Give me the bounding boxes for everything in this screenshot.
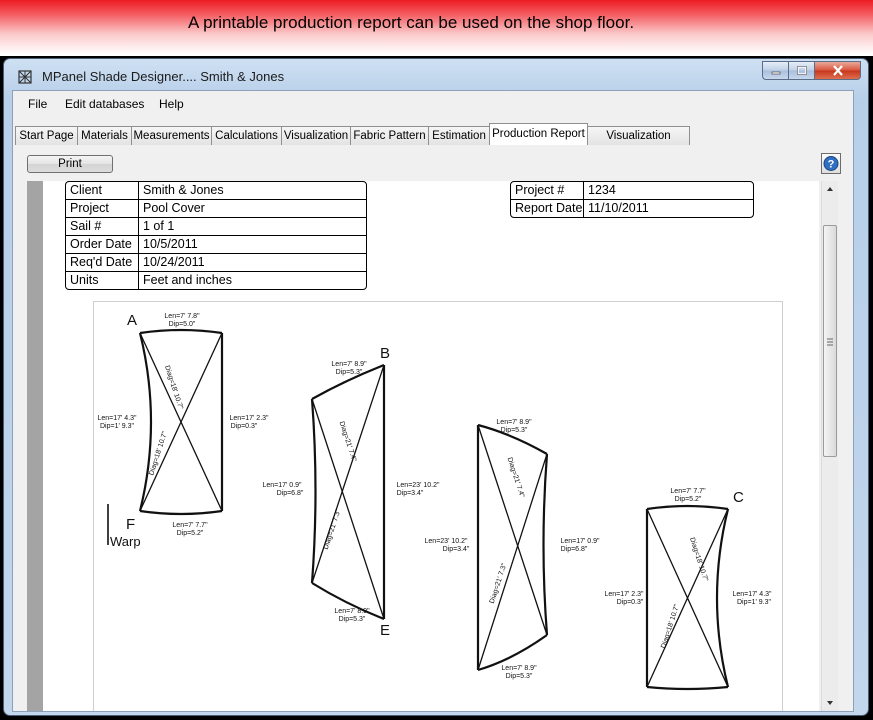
panel-2-outline xyxy=(312,365,384,619)
menu-bar xyxy=(13,91,853,117)
dim-label: Len=23' 10.2" xyxy=(396,482,440,489)
corner-labels xyxy=(126,312,744,639)
corner-label-e: E xyxy=(380,622,391,639)
dim-label: Len=7' 8.9" xyxy=(331,361,367,368)
table-row xyxy=(66,236,366,254)
menu-edit-databases[interactable]: Edit databases xyxy=(65,97,145,111)
dim-label: Diag=21' 7.3" xyxy=(488,562,509,605)
tab-materials[interactable]: Materials xyxy=(77,126,132,145)
panel-4-outline xyxy=(647,506,728,689)
client-info-table xyxy=(65,181,367,290)
scroll-thumb[interactable] xyxy=(823,225,837,457)
table-row xyxy=(66,182,366,200)
window-title: MPanel Shade Designer.... Smith & Jones xyxy=(42,69,285,84)
dim-label: Len=7' 8.9" xyxy=(496,419,532,426)
tab-fabric-pattern[interactable]: Fabric Pattern xyxy=(350,126,429,145)
corner-label-f: F xyxy=(126,516,136,533)
row-label: Req'd Date xyxy=(66,254,139,272)
dim-label: Len=7' 8.9" xyxy=(501,665,537,672)
dim-label: Len=7' 7.7" xyxy=(670,488,706,495)
dim-label: Dip=5.3" xyxy=(505,673,533,680)
dim-label: Diag=21' 7.4" xyxy=(337,420,358,463)
row-value: 1234 xyxy=(584,182,754,200)
tab-estimation[interactable]: Estimation xyxy=(428,126,490,145)
dim-label: Diag=21' 7.3" xyxy=(322,508,343,551)
print-button[interactable]: Print xyxy=(27,155,113,173)
row-value: 10/24/2011 xyxy=(139,254,367,272)
vertical-scrollbar[interactable] xyxy=(821,181,838,711)
panel-drawing xyxy=(93,301,783,711)
dim-label: Dip=3.4" xyxy=(442,546,470,553)
table-row xyxy=(66,254,366,272)
maximize-button[interactable] xyxy=(789,61,815,80)
row-value: Smith & Jones xyxy=(139,182,367,200)
row-label: Report Date xyxy=(511,200,584,218)
grip-icon xyxy=(824,226,836,456)
table-row xyxy=(66,272,366,290)
dim-label: Len=17' 4.3" xyxy=(97,415,137,422)
dim-label: Len=17' 4.3" xyxy=(732,591,772,598)
panel-1-outline xyxy=(140,330,222,514)
svg-text:?: ? xyxy=(827,158,835,171)
warp-label: Warp xyxy=(110,534,141,549)
menu-help[interactable]: Help xyxy=(159,97,184,111)
dim-label: Len=17' 2.3" xyxy=(604,591,644,598)
dimension-labels xyxy=(97,313,772,680)
maximize-icon xyxy=(797,66,807,75)
tab-calculations[interactable]: Calculations xyxy=(211,126,282,145)
close-button[interactable] xyxy=(815,61,861,80)
caption-banner xyxy=(0,0,873,56)
dim-label: Dip=5.3" xyxy=(335,369,363,376)
row-label: Sail # xyxy=(66,218,139,236)
dim-label: Diag=21' 7.4" xyxy=(505,456,526,499)
scroll-down-icon[interactable] xyxy=(822,695,838,711)
row-value: Pool Cover xyxy=(139,200,367,218)
panel-drawing-svg xyxy=(94,302,782,711)
table-row xyxy=(511,182,753,200)
dim-label: Dip=5.3" xyxy=(338,616,366,623)
row-value: Feet and inches xyxy=(139,272,367,290)
tab-strip xyxy=(13,117,853,145)
report-page xyxy=(43,181,819,711)
minimize-button[interactable] xyxy=(762,61,789,80)
corner-label-a: A xyxy=(127,312,138,329)
dim-label: Dip=0.3" xyxy=(230,423,258,430)
dim-label: Dip=5.2" xyxy=(176,530,204,537)
dim-label: Diag=18' 10.7" xyxy=(688,536,709,583)
table-row xyxy=(66,218,366,236)
dim-label: Dip=0.3" xyxy=(616,599,644,606)
row-value: 1 of 1 xyxy=(139,218,367,236)
tab-start-page[interactable]: Start Page xyxy=(15,126,78,145)
dim-label: Dip=5.2" xyxy=(674,496,702,503)
dim-label: Dip=6.8" xyxy=(560,546,588,553)
tab-visualization-report[interactable]: Visualization xyxy=(587,126,690,145)
dim-label: Len=7' 8.9" xyxy=(334,608,370,615)
tab-visualization[interactable]: Visualization xyxy=(281,126,351,145)
dim-label: Len=7' 7.8" xyxy=(164,313,200,320)
tab-measurements[interactable]: Measurements xyxy=(131,126,212,145)
minimize-icon xyxy=(771,67,781,75)
row-label: Units xyxy=(66,272,139,290)
app-window xyxy=(3,58,869,716)
help-button[interactable] xyxy=(821,153,841,174)
report-margin-bar xyxy=(27,181,43,711)
menu-file[interactable]: File xyxy=(28,97,48,111)
dim-label: Diag=18' 10.7" xyxy=(163,364,184,411)
corner-label-c: C xyxy=(733,489,744,506)
dim-label: Len=17' 0.9" xyxy=(262,482,302,489)
window-client-area xyxy=(12,90,854,712)
production-report-panel xyxy=(13,145,853,711)
dim-label: Dip=1' 9.3" xyxy=(737,599,771,606)
scroll-up-icon[interactable] xyxy=(822,181,838,197)
dim-label: Len=7' 7.7" xyxy=(172,522,208,529)
dim-label: Dip=3.4" xyxy=(396,490,424,497)
dim-label: Diag=18' 10.7" xyxy=(660,603,681,650)
dim-label: Dip=5.3" xyxy=(500,427,528,434)
dim-label: Dip=6.8" xyxy=(276,490,304,497)
table-row xyxy=(511,200,753,218)
dim-label: Len=17' 0.9" xyxy=(560,538,600,545)
app-logo-icon xyxy=(18,70,32,84)
row-label: Order Date xyxy=(66,236,139,254)
corner-label-b: B xyxy=(380,345,391,362)
help-icon xyxy=(822,154,840,173)
dim-label: Len=17' 2.3" xyxy=(229,415,269,422)
row-label: Project # xyxy=(511,182,584,200)
dim-label: Diag=18' 10.7" xyxy=(148,430,169,477)
tab-production-report[interactable]: Production Report xyxy=(489,123,588,145)
dim-label: Dip=5.0" xyxy=(168,321,196,328)
row-value: 10/5/2011 xyxy=(139,236,367,254)
caption-buttons xyxy=(762,61,861,81)
row-label: Project xyxy=(66,200,139,218)
project-info-table xyxy=(510,181,754,218)
row-value: 11/10/2011 xyxy=(584,200,754,218)
dim-label: Dip=1' 9.3" xyxy=(100,423,134,430)
caption-text: A printable production report can be used on the shop floor. xyxy=(187,13,635,32)
dim-label: Len=23' 10.2" xyxy=(424,538,468,545)
close-icon xyxy=(832,65,844,76)
row-label: Client xyxy=(66,182,139,200)
table-row xyxy=(66,200,366,218)
